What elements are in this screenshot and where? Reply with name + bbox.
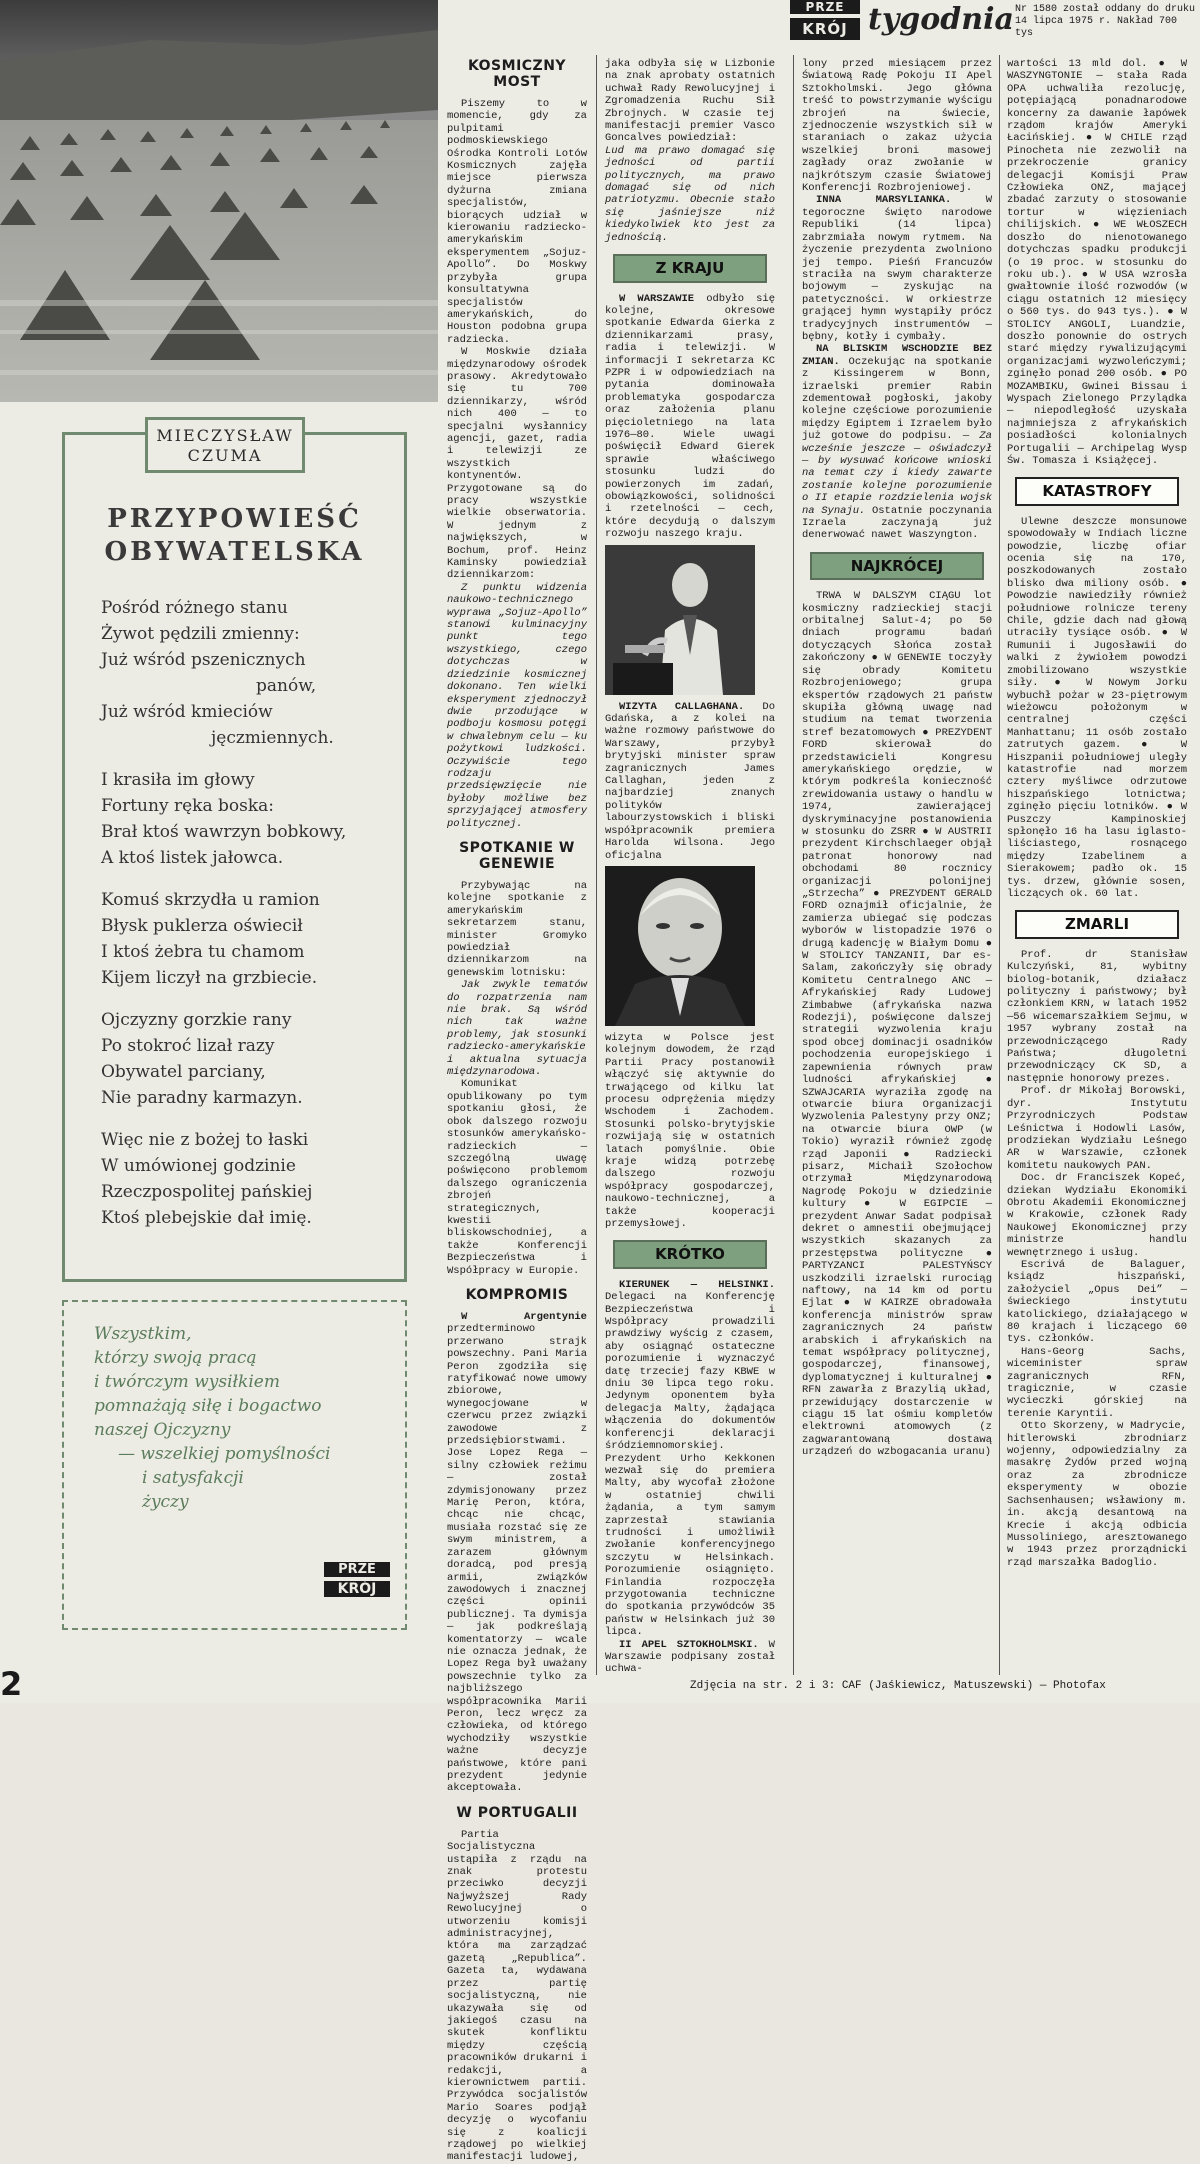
column-3 <box>802 58 992 1459</box>
harvest-field-photo <box>0 0 438 402</box>
column-rule <box>793 55 794 1675</box>
poem-author: MIECZYSŁAW CZUMA <box>145 417 305 473</box>
poem-stanza <box>101 595 401 751</box>
poem-line: Ktoś plebejskie dał imię. <box>101 1208 312 1228</box>
speaker-photo <box>605 545 755 695</box>
poem-line: panów, <box>256 676 317 696</box>
quote-text: Z punktu widzenia naukowo-technicznego wyprawa „Sojuz-Apollo” stanowi kulminacyjny punkt tego wszystkiego, czego dotychczas w dziedzinie kosmicznej dokonano. Ten wielki eksperyment zjednoczył dwie przodujące w podboju kosmosu potęgi w chwalebnym celu — ku pożytkowi ludzkości. Oczywiście tego rodzaju przedsięwzięcie nie byłoby możliwe bez sprzyjającej atmosfery politycznej. <box>447 581 587 830</box>
headline-portugalia: W PORTUGALII <box>456 1804 578 1821</box>
quote-text: Lud ma prawo domagać się jedności od partii politycznych, ma prawo domagać się od nich patriotyzmu. Obecnie stało się jaśniejsze niż kiedykolwiek kto jest za jednością. <box>605 144 775 244</box>
dedication-line: naszej Ojczyzny <box>94 1420 231 1440</box>
dedication-logo-bottom: KRÓJ <box>324 1581 390 1597</box>
body-text: odbyło się kolejne, okresowe spotkanie Edwarda Gierka z dziennikarzami prasy, radia i telewizji. W informacji I sekretarza KC PZPR i w odpowiedziach na pytania dominowała problematyka gospodarcza oraz założenia planu pięcioletniego na lata 1976—80. Wiele uwagi poświęcił Edward Gierek sprawie właściwego stosunku ludzi do powierzonych im zadań, obowiązkowości, solidności i rzetelności — cech, które decydują o dalszym rozwoju naszego kraju. <box>605 292 775 541</box>
column-2 <box>605 58 775 1676</box>
poem-line: Po stokroć lizał razy <box>101 1036 275 1056</box>
obituary-paragraph: Prof. dr Stanisław Kulczyński, 81, wybitny biolog-botanik, działacz polityczny i państwowy; był członkiem KRN, w latach 1952—56 wicemarszałkiem Sejmu, w 1957 wybrany został na przewodniczącego Rady Państwa; długoletni przewodniczący CK SD, a następnie honorowy prezes. <box>1007 948 1187 1085</box>
poem-stanza <box>101 1127 401 1231</box>
poem-line: Rzeczpospolitej pańskiej <box>101 1182 313 1202</box>
dedication-line: i twórczym wysiłkiem <box>94 1372 280 1392</box>
headline-krotko: KRÓTKO <box>613 1240 767 1268</box>
body-text: Do Gdańska, a z kolei na ważne rozmowy państwowe do Warszawy, przybył brytyjski minister spraw zagranicznych James Callaghan, jeden z najbardziej znanych polityków labourzystowskich i bliski współpracownik premiera Harolda Wilsona. Jego oficjalna <box>605 700 775 862</box>
poem-line: Fortuny ręka boska: <box>101 796 274 816</box>
dedication-logo-top: PRZE <box>324 1562 390 1577</box>
logo-top-text: PRZE <box>790 0 860 14</box>
article-paragraph: jaka odbyła się w Lizbonie na znak aprobaty ostatnich uchwał Rady Rewolucyjnej i Zgromadzenia Ruchu Sił Zbrojnych. W czasie tej manifestacji premier Vasco Goncalves powiedział: <box>605 58 775 145</box>
body-text: Ostatnie poczynania Izraela zaczynają już denerwować nawet Waszyngton. <box>802 504 992 542</box>
poem-box <box>62 426 407 1282</box>
headline-kompromis: KOMPROMIS <box>465 1286 569 1303</box>
quote-text: — Za wcześnie jeszcze — oświadczył — by wysuwać końcowe wnioski na temat czy i kiedy zawarte zostanie kolejne porozumienie o II etapie rozdzielenia wojsk na Synaju. <box>802 430 992 517</box>
poem-stanza <box>101 887 401 991</box>
poem-line: Kijem liczył na grzbiecie. <box>101 968 318 988</box>
headline-najkrocej: NAJKRÓCEJ <box>810 552 984 580</box>
article-quote <box>447 979 587 1078</box>
photo-credit: Zdjęcia na str. 2 i 3: CAF (Jaśkiewicz, Matuszewski) — Photofax <box>690 1680 1106 1692</box>
imprint-note: Nr 1580 został oddany do druku 14 lipca 1975 r. Nakład 700 tys <box>1015 4 1196 39</box>
article-paragraph: Komunikat opublikowany po tym spotkaniu głosi, że obok dalszego rozwoju stosunków amerykańsko-radzieckich — szczególną uwagę poświęcono problemom dalszego ograniczenia zbrojeń strategicznych, kwestii bliskowschodniej, a także Konferencji Bezpieczeństwa i Współpracy w Europie. <box>447 1078 587 1277</box>
field-illustration <box>0 0 438 402</box>
poem-line: I ktoś żebra tu chamom <box>101 942 305 962</box>
poem-line: A ktoś listek jałowca. <box>101 848 284 868</box>
obituary-paragraph: Doc. dr Franciszek Kopeć, dziekan Wydziału Ekonomiki Obrotu Akademii Ekonomicznej w Krakowie, członek Rady Naukowej Ekonomicznej przy ministrze handlu wewnętrznego i usług. <box>1007 1172 1187 1259</box>
body-text: W tegoroczne święto narodowe Republiki (14 lipca) zabrzmiała nowym rytmem. Na życzenie prezydenta zwolniono jej tempo. Pieśń Francuzów straciła na swym charakterze bojowym — zyskując na patetyczności. W orkiestrze grającej hymn wystąpiły prócz tradycyjnych instrumentów — bębny, kotły i cymbały. <box>802 194 992 343</box>
dedication-line: życzy <box>142 1492 189 1512</box>
article-paragraph: wartości 13 mld dol. ● W WASZYNGTONIE — stała Rada OPA uchwaliła rezolucję, potępiającą ponadnarodowe koncerny za dawanie łapówek rządom krajów Ameryki Łacińskiej. ● W CHILE rząd Pinocheta nie zezwolił na przekroczenie granicy delegacji Komisji Praw Człowieka ONZ, mającej zbadać zarzuty o stosowanie tortur w więzieniach chilijskich. ● WE WŁOSZECH doszło do nienotowanego dotychczas spadku produkcji (o 19 proc. w stosunku do roku ub.). ● W USA wzrosła gwałtownie ilość rozwodów (w ciągu ostatnich 12 miesięcy o 560 tys. do 943 tys.). ● W STOLICY ANGOLI, Luandzie, doszło ponownie do ostrych starć między rywalizującymi organizacjami wyzwoleńczymi; zginęło ponad 200 osób. ● PO MOZAMBIKU, Gwinei Bissau i Wyspach Zielonego Przylądka — niepodległość uzyskała najmniejsza z afrykańskich posiadłości kolonialnych Portugalii — Archipelag Wysp Św. Tomasza i Książęcej. <box>1007 58 1187 467</box>
article-paragraph: lony przed miesiącem przez Światową Radę Pokoju II Apel Sztokholmski. Jego główna treść to powstrzymanie wyścigu zbrojeń na świecie, zjednoczenie wszystkich sił w staraniach o zakaz użycia wszelkiej broni masowej zagłady oraz zwołanie w najkrótszym czasie Światowej Konferencji Rozbrojeniowej. <box>802 58 992 195</box>
poem-line: Już wśród kmieciów <box>101 702 273 722</box>
headline-zmarli: ZMARLI <box>1015 910 1179 938</box>
poem-line: jęczmiennych. <box>211 728 334 748</box>
article-paragraph <box>605 701 775 862</box>
dedication-line: i satysfakcji <box>142 1468 244 1488</box>
body-text: Delegaci na Konferencję Bezpieczeństwa i Współpracy prowadzili prawdziwy wyścig z czasem, aby osiągnąć ostateczne porozumienie i wyznaczyć datę trzeciej fazy KBWE w dniu 30 lipca tego roku. Jedynym oponentem była delegacja Malty, żądająca włączenia do dokumentów konferencji deklaracji śródziemnomorskiej. Prezydent Urho Kekkonen wezwał się do premiera Malty, aby wycofał złożone w ostatniej chwili żądania, a tym samym zaprzestał stawiania trudności i umożliwił zwołanie konferencyjnego szczytu w Helsinkach. Porozumienie osiągnięto. Finlandia rozpoczęła przygotowania techniczne do spotkania przywódców 35 państw w Helsinkach już 30 lipca. <box>605 1291 775 1639</box>
dedication-line: Wszystkim, <box>94 1324 192 1344</box>
headline-katastrofy: KATASTROFY <box>1015 477 1179 505</box>
article-paragraph <box>605 1279 775 1639</box>
poem-title: PRZYPOWIEŚĆ OBYWATELSKA <box>104 504 365 567</box>
dedication-line: którzy swoją pracą <box>94 1348 257 1368</box>
column-rule <box>999 55 1000 1675</box>
tygodnia-script-logo: tygodnia <box>868 2 1014 37</box>
article-paragraph: wizyta w Polsce jest kolejnym dowodem, że rząd Partii Pracy postanowił włączyć się aktywnie do trwającego od kilku lat procesu odprężenia między Wschodem i Zachodem. Stosunki polsko-brytyjskie rozwijają się w ostatnich latach pomyślnie. Obie kraje widzą potrzebę dalszego rozwoju współpracy gospodarczej, naukowo-technicznej, a także kooperacji przemysłowej. <box>605 1031 775 1230</box>
poem-line: Ojczyzny gorzkie rany <box>101 1010 292 1030</box>
quote-text: Jak zwykle tematów do rozpatrzenia nam nie brak. Są wśród nich tak ważne problemy, jak stosunki radziecko-amerykańskie i aktualna sytuacja międzynarodowa. <box>447 979 587 1079</box>
poem-text <box>101 595 401 1247</box>
page-number: 2 <box>0 1665 23 1703</box>
poem-line: Już wśród pszenicznych <box>101 650 306 670</box>
lead-text: WIZYTA CALLAGHANA. <box>619 700 745 713</box>
body-text: przedterminowo przerwano strajk powszechny. Pani Maria Peron zgodziła się ratyfikować nowe umowy zbiorowe, wynegocjowane w czerwcu przez związki zawodowe z przedsiębiorstwami. Jose Lopez Rega — silny człowiek reżimu — został zdymisjonowany przez Marię Peron, która, chcąc nie chcąc, musiała rozstać się ze swym ministrem, a zarazem głównym doradcą, pod presją armii, związków zawodowych i znacznej części opinii publicznej. Ta dymisja — jak podkreślają komentatorzy — wcale nie oznacza jednak, że Lopez Rega był uważany powszechnie tylko za najbliższego współpracownika Marii Peron, lecz wręcz za człowieka, od którego wychodziły wszystkie ważne decyzje państwowe, które pani prezydent jedynie akceptowała. <box>447 1323 587 1795</box>
article-paragraph: Piszemy to w momencie, gdy za pulpitami podmoskiewskiego Ośrodka Kontroli Lotów Kosmicznych zajęła miejsce pierwsza dyżurna zmiana specjalistów, biorących udział w kierowaniu radziecko-amerykańskim eksperymentem „Sojuz-Apollo”. Do Moskwy przybyła grupa konsultatywna specjalistów amerykańskich, do Houston podobna grupa radziecka. <box>447 98 587 346</box>
headline-spotkanie: SPOTKANIE W GENEWIE <box>459 839 575 872</box>
lead-text: W Argentynie <box>461 1310 587 1323</box>
masthead <box>790 0 1200 48</box>
poem-line: Nie paradny karmazyn. <box>101 1088 303 1108</box>
article-paragraph: TRWA W DALSZYM CIĄGU lot kosmiczny radzieckiej stacji orbitalnej Salut-4; po 50 dniach programu badań dotyczących Słońca został zakończony ● W GENEWIE toczyły się obrady Komitetu Rozbrojeniowego; grupa ekspertów rządowych 21 państw skupiła główną uwagę nad studium na temat tworzenia stref bezatomowych ● PREZYDENT FORD skierował do przedstawicieli Kongresu amerykańskiego orędzie, w którym podkreśla konieczność zrewidowania ustawy o handlu w 1974, zawierającej dyskryminacyjne postanowienia w stosunku do ZSRR ● W AUSTRII prezydent Kirchschlaeger objął patronat honorowy nad obchodami 80 rocznicy organizacji polonijnej „Strzecha” ● PREZYDENT GERALD FORD oznajmił oficjalnie, że zamierza ubiegać się podczas wyborów w listopadzie 1976 o drugą kadencję w Białym Domu ● W STOLICY TANZANII, Dar es-Salam, zakończyły się obrady Komitetu Centralnego ANC — Afrykańskiej Rady Ludowej Zimbabwe (afrykańska nazwa Rodezji), poświęcone dalszej strategii wyzwolenia kraju spod obcej dominacji osadników pochodzenia europejskiego i zapewnienia równych praw ludności afrykańskiej ● SZWAJCARIA wyraziła zgodę na otwarcie biura Organizacji Wyzwolenia Palestyny przy ONZ; na otwarcie biura OWP (w Tokio) wyraził również zgodę rząd Japonii ● Radziecki pisarz, Michaił Szołochow otrzymał Międzynarodową Nagrodę Pokoju w dziedzinie kultury ● W EGIPCIE — prezydent Anwar Sadat podpisał dekret o amnestii obejmującej wszystkich skazanych za przestępstwa polityczne ● PARTYZANCI PALESTYŃSCY uszkodzili izraelski rurociąg naftowy, na 14 km od portu Ejlat ● W KAIRZE obradowała konferencja ministrów spraw zagranicznych 24 państw arabskich i afrykańskich na temat współpracy politycznej, gospodarczej, finansowej, dyplomatycznej i kulturalnej ● RFN zawarła z Brazylią układ, przewidujący dostarczenie w ciągu 15 lat ośmiu kompletów elektrowni atomowych (z zagwarantowaną dostawą urządzeń do wzbogacania uranu) <box>802 590 992 1459</box>
body-text: Oczekując na spotkanie z Kissingerem w Bonn, izraelski premier Rabin zdementował pogłoski, jakoby kolejne częściowe porozumienie między Egiptem i Izraelem było już gotowe do podpisu. <box>802 355 992 443</box>
poem-stanza <box>101 1007 401 1111</box>
poem-line: I krasiła im głowy <box>101 770 255 790</box>
body-text: W Warszawie podpisany został uchwa- <box>605 1638 775 1676</box>
obituary-paragraph: Escrivá de Balaguer, ksiądz hiszpański, założyciel „Opus Dei” — świeckiego instytutu katolickiego, działającego w 80 krajach i liczącego 60 tys. członków. <box>1007 1258 1187 1346</box>
lead-text: NA BLISKIM WSCHODZIE BEZ ZMIAN. <box>802 343 992 368</box>
headline-z-kraju: Z KRAJU <box>613 254 767 282</box>
poem-stanza <box>101 767 401 871</box>
obituary-paragraph: Prof. dr Mikołaj Borowski, dyr. Instytutu Przyrodniczych Podstaw Leśnictwa i Hodowli Lasów, prodziekan Wydziału Leśnego AR w Warszawie, członek komitetu naukowych PAN. <box>1007 1085 1187 1172</box>
przekroj-logo <box>790 0 860 44</box>
article-paragraph: Ulewne deszcze monsunowe spowodowały w Indiach liczne powodzie, liczbę ofiar ocenia się na 170, poszkodowanych zostało blisko dwa miliony osób. ● Powodzie nawiedziły również południowe rolnicze tereny Chile, gdzie dach nad głową utraciły tysiące osób. ● W Rumunii i Jugosławii do walki z żywiołem powodzi zmobilizowano wszystkie siły. ● W Nowym Jorku wybuchł pożar w 23-piętrowym wieżowcu położonym w centralnej części Manhattanu; 11 osób zostało zatrutych gazem. ● W Hiszpanii południowej uległy katastrofie nad morzem cztery myśliwce odrzutowe hiszpańskiego lotnictwa; zginęło pięciu lotników. ● W Puszczy Kampinoskiej spłonęło 16 ha lasu iglasto-liściastego, rosnącego między Izabelinem a Sierakowem; padło ok. 15 tys. drzew, głównie sosen, liczących ok. 60 lat. <box>1007 515 1187 900</box>
column-1 <box>447 58 587 2164</box>
poem-line: Obywatel parciany, <box>101 1062 266 1082</box>
dedication-logo <box>324 1562 390 1597</box>
dedication-box <box>62 1300 407 1630</box>
article-quote <box>605 145 775 244</box>
article-paragraph <box>605 293 775 541</box>
poem-line: Więc nie z bożej to łaski <box>101 1130 309 1150</box>
article-quote <box>447 582 587 830</box>
headline-kosmiczny-most: KOSMICZNY MOST <box>467 58 567 90</box>
lead-text: W WARSZAWIE <box>619 292 695 305</box>
dedication-line: pomnażają siłę i bogactwo <box>94 1396 322 1416</box>
article-paragraph <box>605 1639 775 1676</box>
poem-line: Pośród różnego stanu <box>101 598 288 618</box>
article-paragraph: Przybywając na kolejne spotkanie z amerykańskim sekretarzem stanu, minister Gromyko powiedział dziennikarzom na genewskim lotnisku: <box>447 879 587 979</box>
poem-line: W umówionej godzinie <box>101 1156 296 1176</box>
article-paragraph <box>447 1311 587 1795</box>
poem-line: Błysk puklerza oświecił <box>101 916 303 936</box>
poem-line: Brał ktoś wawrzyn bobkowy, <box>101 822 347 842</box>
article-paragraph: W Moskwie działa międzynarodowy ośrodek prasowy. Akredytowało się tu 700 dziennikarzy, wśród nich 400 — to specjalni wysłannicy agencji, gazet, radia i telewizji ze wszystkich kontynentów. Przygotowane są do pracy wszystkie wielkie obserwatoria. W jednym z największych, w Bochum, prof. Heinz Kaminsky powiedział dziennikarzom: <box>447 346 587 582</box>
article-paragraph <box>802 343 992 542</box>
portrait-illustration <box>605 866 755 1026</box>
column-rule <box>596 55 597 1675</box>
obituary-paragraph: Hans-Georg Sachs, wiceminister spraw zagranicznych RFN, tragicznie, w czasie wycieczki górskiej na terenie Karyntii. <box>1007 1345 1187 1420</box>
poem-line: Żywot pędzili zmienny: <box>101 624 300 644</box>
lead-text: INNA MARSYLIANKA. <box>816 194 952 207</box>
article-paragraph: Partia Socjalistyczna ustąpiła z rządu na znak protestu przeciwko decyzji Najwyższej Rady Rewolucyjnej o utworzeniu komisji administracyjnej, która ma zarządzać gazetą „Republica”. Gazeta ta, wydawana przez partię socjalistyczną, nie ukazywała się od jakiegoś czasu na skutek konfliktu między częścią pracowników drukarni i redakcji, a kierownictwem partii. Przywódca socjalistów Mario Soares podjął decyzję o wycofaniu się z koalicji rządowej po wielkiej manifestacji ludowej, <box>447 1828 587 2164</box>
article-paragraph <box>802 194 992 343</box>
speaker-illustration <box>605 545 755 695</box>
logo-bottom-text: KRÓJ <box>790 18 860 40</box>
poem-line: Komuś skrzydła u ramion <box>101 890 320 910</box>
callaghan-photo <box>605 866 755 1026</box>
column-4 <box>1007 58 1187 1569</box>
obituary-paragraph: Otto Skorzeny, w Madrycie, hitlerowski zbrodniarz wojenny, odpowiedzialny za masakrę Żydów przed wojną oraz za zbrodnicze eksperymenty w obozie Sachsenhausen; wsławiony m. in. akcją desantową na Krecie i akcją odbicia Mussoliniego, aresztowanego w 1943 przez prorządnicki rząd marszałka Badoglio. <box>1007 1420 1187 1569</box>
dedication-text <box>94 1322 354 1514</box>
lead-text: KIERUNEK — HELSINKI. <box>619 1278 775 1291</box>
dedication-line: — wszelkiej pomyślności <box>118 1444 331 1464</box>
lead-text: II APEL SZTOKHOLMSKI. <box>619 1638 759 1651</box>
